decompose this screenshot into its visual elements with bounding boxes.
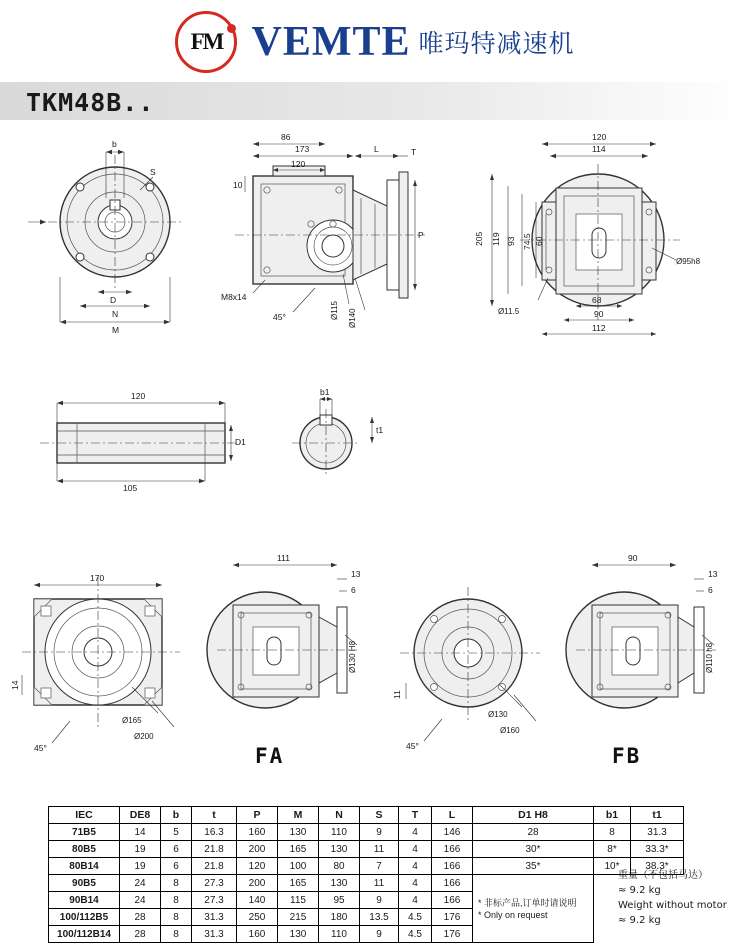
cell: 146 xyxy=(432,824,473,841)
col-m: M xyxy=(278,807,319,824)
cell: 80 xyxy=(319,858,360,875)
view-label-fa: FA xyxy=(255,744,285,768)
dim-m: M xyxy=(112,325,120,335)
dim-fb-45: 45° xyxy=(406,741,419,751)
cell: 165 xyxy=(278,841,319,858)
table-header-row xyxy=(49,807,684,824)
dim-d140: Ø140 xyxy=(348,308,357,328)
cell: 250 xyxy=(237,909,278,926)
cell: 4 xyxy=(399,875,432,892)
cell: 8 xyxy=(161,909,192,926)
dim-93: 93 xyxy=(506,236,516,246)
dim-45deg: 45° xyxy=(273,312,286,322)
cell: 8 xyxy=(161,926,192,943)
dim-120-end: 120 xyxy=(592,132,607,142)
note-en: * Only on request xyxy=(478,909,548,920)
cell: 165 xyxy=(278,875,319,892)
cell: 33.3* xyxy=(631,841,684,858)
cell: 8 xyxy=(594,824,631,841)
col-t1: t1 xyxy=(631,807,684,824)
cell: 166 xyxy=(432,841,473,858)
dim-10: 10 xyxy=(233,180,243,190)
dim-d165: Ø165 xyxy=(122,716,142,725)
col-tt: T xyxy=(399,807,432,824)
dim-fb-90: 90 xyxy=(628,553,638,563)
cell: 180 xyxy=(319,909,360,926)
cell: 130 xyxy=(278,824,319,841)
cell: 115 xyxy=(278,892,319,909)
col-l: L xyxy=(432,807,473,824)
brand-header xyxy=(0,6,750,78)
model-title-bar xyxy=(0,82,750,120)
drawing-end-view xyxy=(474,128,740,358)
dim-D1: D1 xyxy=(235,437,246,447)
spec-table-wrap xyxy=(48,806,684,943)
cell: 200 xyxy=(237,841,278,858)
col-d1h8: D1 H8 xyxy=(473,807,594,824)
cell: 176 xyxy=(432,926,473,943)
dim-d115: Ø115 xyxy=(330,301,339,320)
dim-fb-d130: Ø130 xyxy=(488,710,508,719)
dim-14: 14 xyxy=(10,680,20,690)
cell: 160 xyxy=(237,926,278,943)
cell: 140 xyxy=(237,892,278,909)
dim-d130h8: Ø130 H8 xyxy=(348,640,357,673)
dim-114: 114 xyxy=(592,144,606,154)
logo-letters: FM xyxy=(190,29,223,54)
dim-d115b: Ø11.5 xyxy=(498,307,520,316)
dim-745: 74.5 xyxy=(522,233,532,250)
cell-iec: 80B14 xyxy=(49,858,120,875)
cell: 166 xyxy=(432,858,473,875)
cell: 160 xyxy=(237,824,278,841)
cell: 130 xyxy=(319,875,360,892)
cell: 110 xyxy=(319,926,360,943)
cell-iec: 90B14 xyxy=(49,892,120,909)
cell: 176 xyxy=(432,909,473,926)
cell: 19 xyxy=(120,841,161,858)
cell: 4 xyxy=(399,858,432,875)
table-row xyxy=(49,858,684,875)
col-s: S xyxy=(360,807,399,824)
cell: 8 xyxy=(161,875,192,892)
col-iec: IEC xyxy=(49,807,120,824)
note-cell xyxy=(473,875,594,943)
cell: 110 xyxy=(319,824,360,841)
cell: 31.3 xyxy=(631,824,684,841)
weight-cn-value: ≈ 9.2 kg xyxy=(618,885,661,896)
col-b: b xyxy=(161,807,192,824)
dim-d: D xyxy=(110,295,117,305)
dim-11: 11 xyxy=(392,690,402,699)
cell: 4.5 xyxy=(399,909,432,926)
cell: 7 xyxy=(360,858,399,875)
note-cn: * 非标产品,订单时请说明 xyxy=(478,897,577,908)
dim-b1: b1 xyxy=(320,387,330,397)
cell: 24 xyxy=(120,892,161,909)
dim-6: 6 xyxy=(351,585,356,595)
col-b1: b1 xyxy=(594,807,631,824)
dim-111: 111 xyxy=(277,553,290,563)
cell: 24 xyxy=(120,875,161,892)
dim-60: 60 xyxy=(534,236,544,246)
cell: 130 xyxy=(319,841,360,858)
cell: 6 xyxy=(161,841,192,858)
cell: 28 xyxy=(120,909,161,926)
cell: 38.3* xyxy=(631,858,684,875)
cell-iec: 100/112B5 xyxy=(49,909,120,926)
page-title: TKM48B.. xyxy=(26,88,155,117)
dim-173: 173 xyxy=(295,144,310,154)
dim-T: T xyxy=(411,147,417,157)
dim-120-top: 120 xyxy=(291,159,306,169)
dim-d95h8: Ø95h8 xyxy=(676,257,701,266)
cell: 4 xyxy=(399,824,432,841)
cell: 19 xyxy=(120,858,161,875)
dim-L: L xyxy=(374,144,379,154)
dim-119: 119 xyxy=(491,232,501,246)
drawing-fa-side-view xyxy=(205,545,385,755)
cell: 215 xyxy=(278,909,319,926)
col-n: N xyxy=(319,807,360,824)
drawing-fb-front-view xyxy=(390,565,570,755)
dim-112: 112 xyxy=(592,323,606,333)
dim-68: 68 xyxy=(592,295,602,305)
cell: 28 xyxy=(120,926,161,943)
drawing-shaft-detail xyxy=(35,385,265,495)
dim-13: 13 xyxy=(351,569,361,579)
cell: 4 xyxy=(399,892,432,909)
drawing-side-section-view xyxy=(215,128,465,348)
brand-name-cn: 唯玛特减速机 xyxy=(418,29,575,58)
dim-shaft-105: 105 xyxy=(123,483,138,493)
cell: 4 xyxy=(399,841,432,858)
cell: 21.8 xyxy=(192,841,237,858)
dim-m8x14: M8x14 xyxy=(221,292,247,302)
table-row xyxy=(49,875,684,892)
cell-iec: 100/112B14 xyxy=(49,926,120,943)
cell: 5 xyxy=(161,824,192,841)
dim-fb-6: 6 xyxy=(708,585,713,595)
cell: 27.3 xyxy=(192,875,237,892)
dim-t1: t1 xyxy=(376,425,384,435)
cell: 30* xyxy=(473,841,594,858)
brand-name: VEMTE xyxy=(251,19,411,65)
cell: 166 xyxy=(432,892,473,909)
dim-90: 90 xyxy=(594,309,604,319)
weight-en-label: Weight without motor xyxy=(618,900,727,911)
cell: 6 xyxy=(161,858,192,875)
dim-fb-13: 13 xyxy=(708,569,718,579)
table-row xyxy=(49,841,684,858)
weight-note xyxy=(618,868,727,928)
cell: 166 xyxy=(432,875,473,892)
dim-d200: Ø200 xyxy=(134,732,154,741)
cell: 8* xyxy=(594,841,631,858)
cell: 14 xyxy=(120,824,161,841)
cell: 8 xyxy=(161,892,192,909)
dim-fa-45: 45° xyxy=(34,743,47,753)
drawing-fb-side-view xyxy=(566,545,746,755)
dim-P: P xyxy=(418,230,424,240)
cell: 10* xyxy=(594,858,631,875)
col-t: t xyxy=(192,807,237,824)
dim-205: 205 xyxy=(474,231,484,246)
cell-iec: 90B5 xyxy=(49,875,120,892)
drawing-flange-front-view xyxy=(20,130,210,340)
cell: 9 xyxy=(360,824,399,841)
cell: 200 xyxy=(237,875,278,892)
cell: 9 xyxy=(360,892,399,909)
dim-b: b xyxy=(112,139,117,149)
col-de8: DE8 xyxy=(120,807,161,824)
cell: 28 xyxy=(473,824,594,841)
drawing-shaft-section xyxy=(280,385,410,495)
view-label-fb: FB xyxy=(612,744,642,768)
cell: 100 xyxy=(278,858,319,875)
logo-dot xyxy=(227,24,236,33)
cell: 11 xyxy=(360,841,399,858)
dim-d110h8: Ø110 h8 xyxy=(705,642,714,673)
cell: 31.3 xyxy=(192,926,237,943)
spec-table xyxy=(48,806,684,943)
cell-iec: 80B5 xyxy=(49,841,120,858)
cell: 95 xyxy=(319,892,360,909)
cell: 16.3 xyxy=(192,824,237,841)
cell: 4.5 xyxy=(399,926,432,943)
weight-en-value: ≈ 9.2 kg xyxy=(618,915,661,926)
cell-iec: 71B5 xyxy=(49,824,120,841)
drawing-fa-front-view xyxy=(12,555,222,765)
cell: 130 xyxy=(278,926,319,943)
weight-cn-label: 重量（不包括马达） xyxy=(618,870,708,881)
cell: 13.5 xyxy=(360,909,399,926)
dim-170: 170 xyxy=(90,573,105,583)
company-logo-icon xyxy=(175,11,237,73)
cell: 35* xyxy=(473,858,594,875)
dim-s: S xyxy=(150,167,156,177)
cell: 21.8 xyxy=(192,858,237,875)
table-row xyxy=(49,824,684,841)
cell: 27.3 xyxy=(192,892,237,909)
dim-86: 86 xyxy=(281,132,291,142)
cell: 11 xyxy=(360,875,399,892)
dim-shaft-120: 120 xyxy=(131,391,146,401)
dim-n: N xyxy=(112,309,119,319)
dim-fb-d160: Ø160 xyxy=(500,726,520,735)
cell: 120 xyxy=(237,858,278,875)
cell: 9 xyxy=(360,926,399,943)
cell: 31.3 xyxy=(192,909,237,926)
col-p: P xyxy=(237,807,278,824)
